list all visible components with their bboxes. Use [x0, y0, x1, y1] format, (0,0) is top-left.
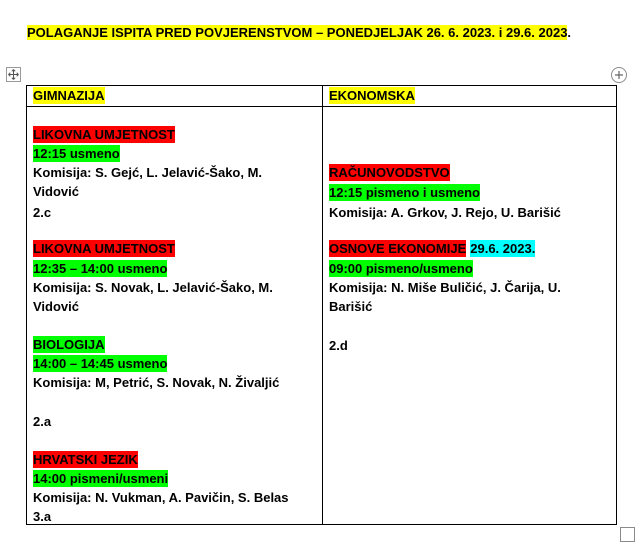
gim-exam1-subject-text: LIKOVNA UMJETNOST	[33, 127, 175, 142]
gim-exam4-class: 3.a	[33, 509, 52, 524]
eko-exam1-subject-text: RAČUNOVODSTVO	[329, 165, 450, 180]
gim-exam2-time	[33, 260, 167, 277]
gim-exam3-class: 2.a	[33, 414, 52, 429]
table-column-divider	[322, 86, 323, 524]
move-arrows-icon	[8, 69, 19, 80]
gim-exam3-time	[33, 355, 167, 372]
gim-exam2-committee-2: Vidović	[33, 299, 80, 314]
gim-exam1-committee-1: Komisija: S. Gejć, L. Jelavić-Šako, M.	[33, 165, 263, 180]
gim-exam1-time-text: 12:15 usmeno	[33, 146, 120, 161]
gim-exam2-subject-text: LIKOVNA UMJETNOST	[33, 241, 175, 256]
eko-exam2-class: 2.d	[329, 338, 348, 353]
gim-exam2-subject	[33, 240, 175, 257]
gim-exam2-time-text: 12:35 – 14:00 usmeno	[33, 261, 168, 276]
gim-exam4-time-text: 14:00 pismeni/usmeni	[33, 471, 169, 486]
eko-exam2-committee-1: Komisija: N. Miše Buličić, J. Čarija, U.	[329, 280, 561, 295]
gim-exam2-committee-1: Komisija: S. Novak, L. Jelavić-Šako, M.	[33, 280, 273, 295]
gim-exam4-committee-1: Komisija: N. Vukman, A. Pavičin, S. Belas	[33, 490, 289, 505]
gim-exam3-subject-text: BIOLOGIJA	[33, 337, 105, 352]
resize-square-icon[interactable]	[620, 527, 635, 542]
eko-exam2-time-text: 09:00 pismeno/usmeno	[329, 261, 473, 276]
document-title	[27, 25, 571, 41]
document-title-text: POLAGANJE ISPITA PRED POVJERENSTVOM – PONEDJELJAK 26. 6. 2023. i 29.6. 2023	[27, 25, 568, 40]
eko-exam2-committee-2: Barišić	[329, 299, 373, 314]
eko-exam1-time-text: 12:15 pismeno i usmeno	[329, 185, 480, 200]
plus-circle-icon	[614, 70, 624, 80]
header-gimnazija-label: GIMNAZIJA	[33, 88, 105, 103]
gim-exam1-time	[33, 145, 120, 162]
eko-exam2-time	[329, 260, 473, 277]
header-ekonomska-label: EKONOMSKA	[329, 88, 415, 103]
eko-exam2-subject-text: OSNOVE EKONOMIJE	[329, 241, 467, 256]
table-header-divider	[27, 106, 616, 107]
eko-exam1-time	[329, 184, 480, 201]
gim-exam4-subject	[33, 451, 138, 468]
eko-exam2-subject	[329, 240, 535, 257]
table-add-column-handle[interactable]	[611, 67, 627, 83]
gim-exam1-subject	[33, 126, 175, 143]
document-title-period: .	[567, 25, 572, 40]
gim-exam1-class: 2.c	[33, 205, 52, 220]
table-move-handle[interactable]	[6, 67, 21, 82]
eko-exam1-subject	[329, 164, 450, 181]
eko-exam1-committee-1: Komisija: A. Grkov, J. Rejo, U. Barišić	[329, 205, 561, 220]
gim-exam3-committee-1: Komisija: M, Petrić, S. Novak, N. Živaljić	[33, 375, 280, 390]
gim-exam1-committee-2: Vidović	[33, 184, 80, 199]
eko-exam2-date: 29.6. 2023.	[470, 241, 536, 256]
header-ekonomska	[329, 87, 415, 104]
gim-exam3-subject	[33, 336, 105, 353]
header-gimnazija	[33, 87, 105, 104]
gim-exam4-time	[33, 470, 168, 487]
gim-exam3-time-text: 14:00 – 14:45 usmeno	[33, 356, 168, 371]
gim-exam4-subject-text: HRVATSKI JEZIK	[33, 452, 138, 467]
